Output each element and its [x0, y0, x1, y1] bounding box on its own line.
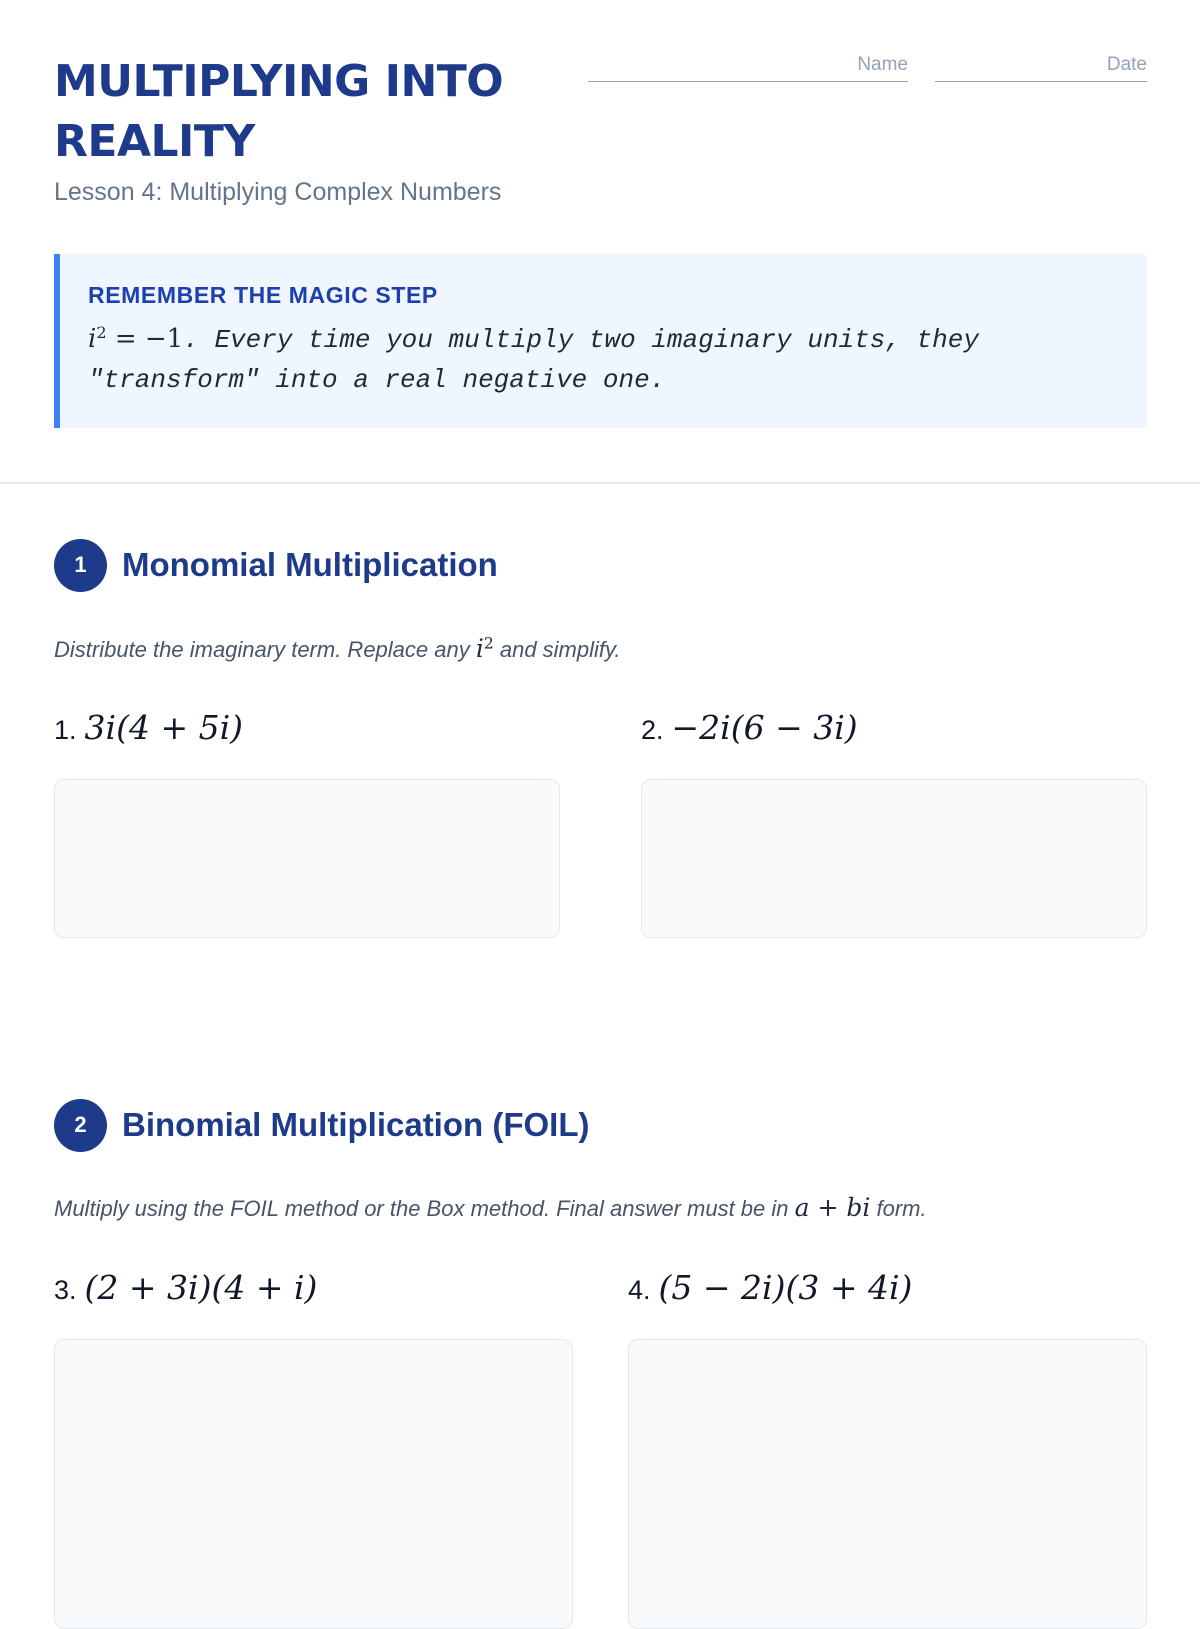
- problem-number: 4.: [628, 1275, 651, 1305]
- problem-number: 1.: [54, 715, 77, 745]
- callout-text: . Every time you multiply two imaginary units, they "transform" into a real negative one.: [88, 325, 979, 395]
- instruction-math: a + bi: [794, 1193, 871, 1222]
- instruction-text: Distribute the imaginary term. Replace any: [54, 637, 476, 662]
- problem-expression: 3i(4 + 5i): [84, 708, 244, 747]
- instruction-math: [476, 634, 494, 663]
- callout-title: REMEMBER THE MAGIC STEP: [88, 282, 438, 308]
- problem-2: [641, 708, 858, 747]
- name-label: Name: [857, 54, 908, 75]
- problem-expression: (2 + 3i)(4 + i): [84, 1268, 318, 1307]
- instruction-math-exponent: 2: [483, 634, 494, 653]
- problem-expression: (5 − 2i)(3 + 4i): [658, 1268, 913, 1307]
- page-title: [54, 52, 574, 172]
- instruction-text: form.: [870, 1196, 927, 1221]
- answer-box-3[interactable]: [54, 1339, 573, 1629]
- answer-box-1[interactable]: [54, 779, 560, 938]
- lesson-subtitle: Lesson 4: Multiplying Complex Numbers: [54, 178, 502, 206]
- problem-number: 2.: [641, 715, 664, 745]
- problem-expression: −2i(6 − 3i): [671, 708, 858, 747]
- callout-math-exponent: 2: [96, 323, 107, 343]
- section-title: Monomial Multiplication: [122, 546, 498, 583]
- section-title: Binomial Multiplication (FOIL): [122, 1106, 590, 1143]
- section-2-instruction: [54, 1193, 927, 1222]
- section-2-header: [54, 1098, 589, 1152]
- answer-box-2[interactable]: [641, 779, 1147, 938]
- problem-4: [628, 1268, 912, 1307]
- section-1-header: [54, 538, 498, 592]
- section-divider: [0, 482, 1200, 484]
- callout-math-base: i: [88, 324, 97, 354]
- magic-step-callout: [54, 254, 1147, 428]
- name-field[interactable]: [588, 54, 908, 82]
- callout-math: [88, 324, 183, 354]
- date-label: Date: [1106, 54, 1147, 75]
- section-number-badge: 1: [54, 539, 107, 592]
- problem-3: [54, 1268, 317, 1307]
- title-line-1: MULTIPLYING INTO: [54, 56, 504, 107]
- problem-number: 3.: [54, 1275, 77, 1305]
- section-1-instruction: [54, 634, 620, 663]
- callout-body: [88, 319, 1117, 400]
- title-line-2: REALITY: [54, 116, 255, 167]
- problem-1: [54, 708, 243, 747]
- section-number-badge: 2: [54, 1099, 107, 1152]
- instruction-text: and simplify.: [493, 637, 621, 662]
- answer-box-4[interactable]: [628, 1339, 1147, 1629]
- instruction-math-base: i: [475, 634, 484, 663]
- instruction-text: Multiply using the FOIL method or the Box method. Final answer must be in: [54, 1196, 795, 1221]
- callout-math-rhs: = −1: [106, 324, 184, 354]
- date-field[interactable]: [935, 54, 1147, 82]
